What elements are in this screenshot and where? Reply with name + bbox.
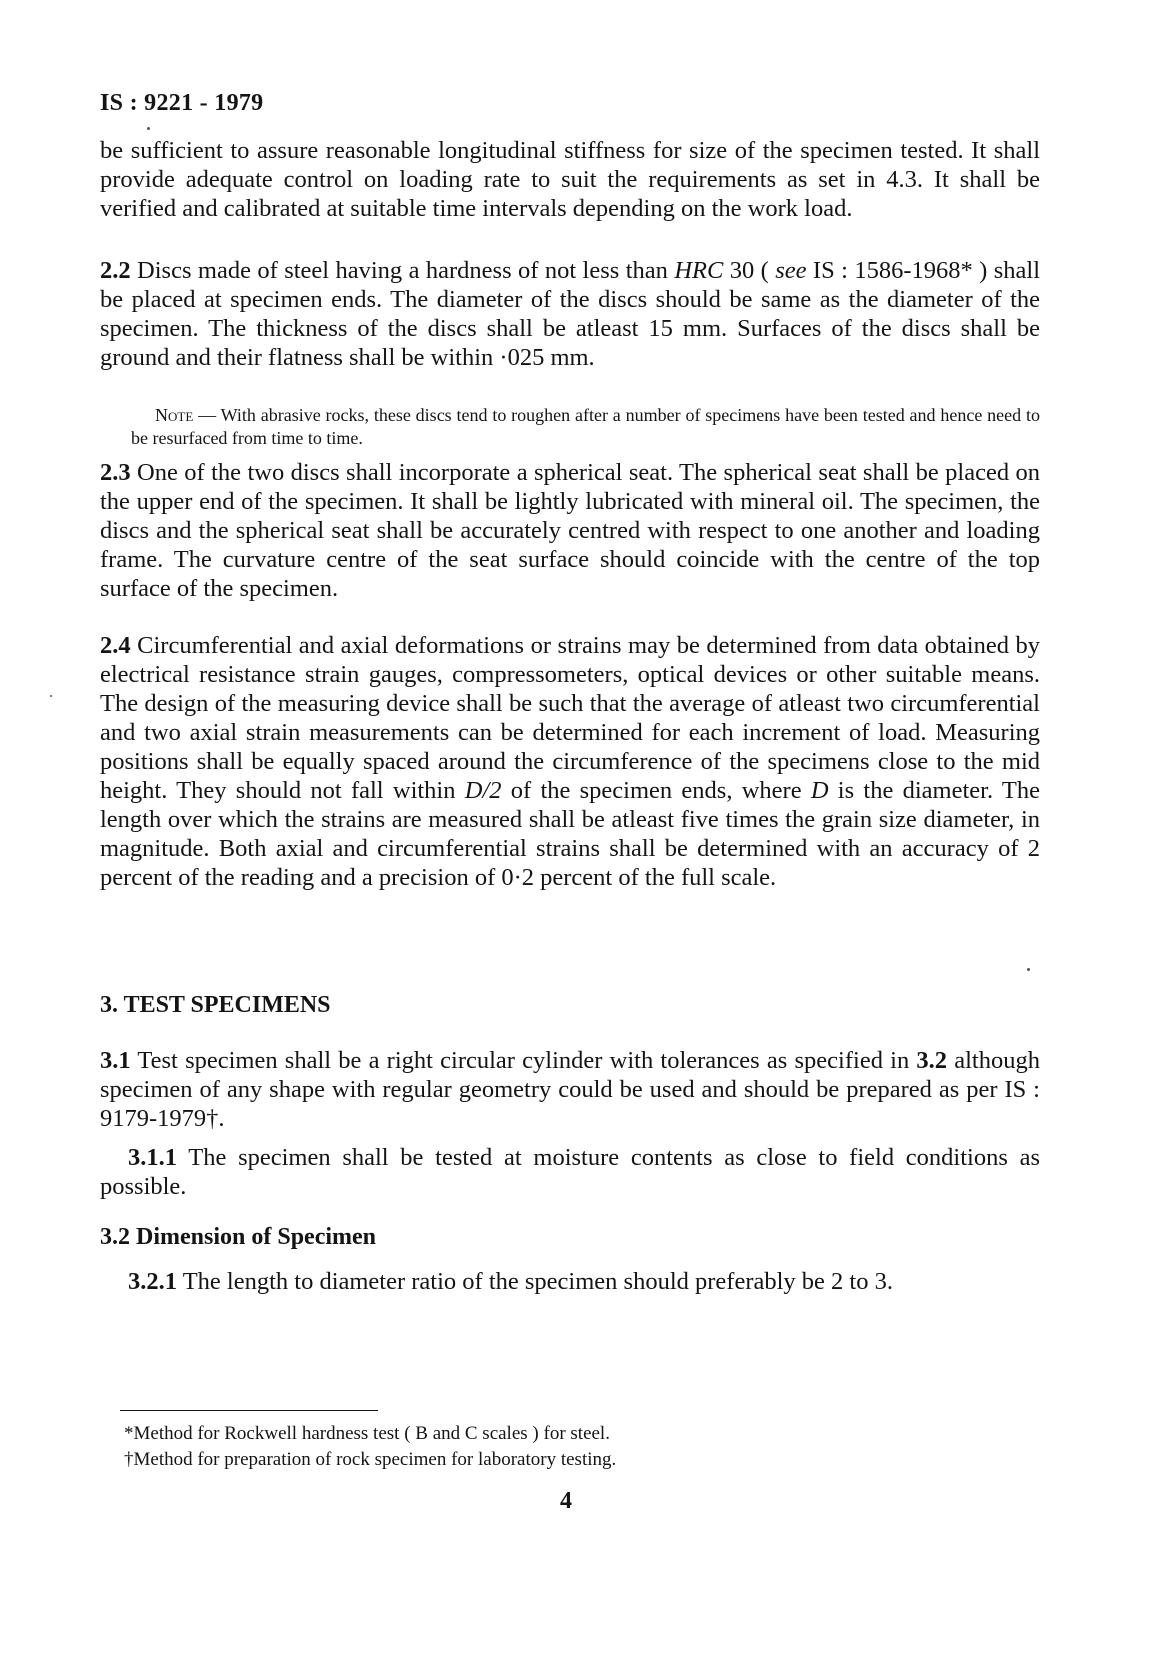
scan-speck — [50, 695, 52, 697]
clause-text: Test specimen shall be a right circular cylinder with tolerances as specified in — [137, 1047, 917, 1074]
clause-text: is the diameter. The length over which the strains are measured shall be atleast five times the grain size diameter, in magnitude. Both axial and circumferential strains shall be determined with an accuracy of 2 percent of the reading and a precision of 0·2 percent of the full scale. — [100, 777, 1040, 891]
clause-number: 3.1.1 — [128, 1144, 177, 1171]
see-reference: see — [775, 257, 807, 284]
clause-text: IS : 1586-1968* ) shall be placed at specimen ends. The diameter of the discs should be same as the diameter of the specimen. The thickness of the discs shall be atleast 15 mm. Surfaces of the discs shall be ground and their flatness shall be within ·025 mm. — [100, 257, 1041, 371]
footnote-rock-specimen: †Method for preparation of rock specimen for laboratory testing. — [124, 1449, 617, 1470]
clause-number: 3.1 — [100, 1047, 131, 1074]
note-text: — With abrasive rocks, these discs tend to roughen after a number of specimens have been tested and hence need to be resurfaced from time to time. — [131, 405, 1040, 448]
d-symbol: D — [810, 777, 829, 804]
clause-text: The length to diameter ratio of the specimen should preferably be 2 to 3. — [182, 1268, 893, 1295]
clause-number: 3.2.1 — [128, 1268, 177, 1295]
clause-reference: 3.2 — [916, 1047, 948, 1074]
scan-speck — [147, 127, 150, 130]
clause-text: One of the two discs shall incorporate a spherical seat. The spherical seat shall be placed on the upper end of the specimen. It shall be lightly lubricated with mineral oil. The specimen, the discs and the spherical seat shall be accurately centred with respect to one another and loading frame. The curvature centre of the seat surface should coincide with the centre of the top surface of the specimen. — [100, 459, 1040, 602]
hrc-symbol: HRC — [674, 257, 724, 284]
paragraph-2-2 — [100, 256, 1040, 372]
clause-text: The specimen shall be tested at moisture contents as close to field conditions as possible. — [100, 1144, 1040, 1200]
clause-text: of the specimen ends, where — [501, 777, 811, 804]
clause-text: Circumferential and axial deformations or strains may be determined from data obtained by electrical resistance strain gauges, compressometers, optical devices or other suitable means. The design of the measuring device shall be such that the average of atleast two circumferential and two axial strain measurements can be determined for each increment of load. Measuring positions shall be equally spaced around the circumference of the specimens close to the mid height. They should not fall within — [100, 632, 1041, 804]
subsection-title: Dimension of Specimen — [136, 1224, 376, 1250]
footnote-divider — [120, 1410, 378, 1411]
paragraph-3-1 — [100, 1046, 1040, 1133]
clause-text: although specimen of any shape with regular geometry could be used and should be prepared as per IS : 9179-1979†. — [100, 1047, 1040, 1132]
paragraph-3-2-1 — [100, 1267, 1040, 1296]
page-number: 4 — [560, 1488, 572, 1514]
paragraph-2-4 — [100, 631, 1040, 892]
subsection-heading-3-2 — [100, 1224, 376, 1251]
standard-header: IS : 9221 - 1979 — [100, 90, 264, 116]
clause-text: 30 ( — [723, 257, 776, 284]
subsection-number: 3.2 — [100, 1224, 130, 1250]
note — [131, 404, 1040, 450]
d-over-2: D/2 — [464, 777, 502, 804]
paragraph-intro: be sufficient to assure reasonable longitudinal stiffness for size of the specimen tested. It shall provide adequate control on loading rate to suit the requirements as set in 4.3. It shall be verified and calibrated at suitable time intervals depending on the work load. — [100, 137, 1040, 222]
section-heading-3: 3. TEST SPECIMENS — [100, 992, 331, 1018]
paragraph-2-3 — [100, 458, 1040, 603]
paragraph-3-1-1 — [100, 1143, 1040, 1201]
clause-number: 2.4 — [100, 632, 131, 659]
clause-text: Discs made of steel having a hardness of not less than — [137, 257, 675, 284]
footnote-rockwell: *Method for Rockwell hardness test ( B and C scales ) for steel. — [124, 1423, 610, 1444]
scan-speck — [1027, 968, 1030, 971]
note-label: Note — [155, 405, 194, 425]
clause-number: 2.2 — [100, 257, 131, 284]
clause-number: 2.3 — [100, 459, 131, 486]
